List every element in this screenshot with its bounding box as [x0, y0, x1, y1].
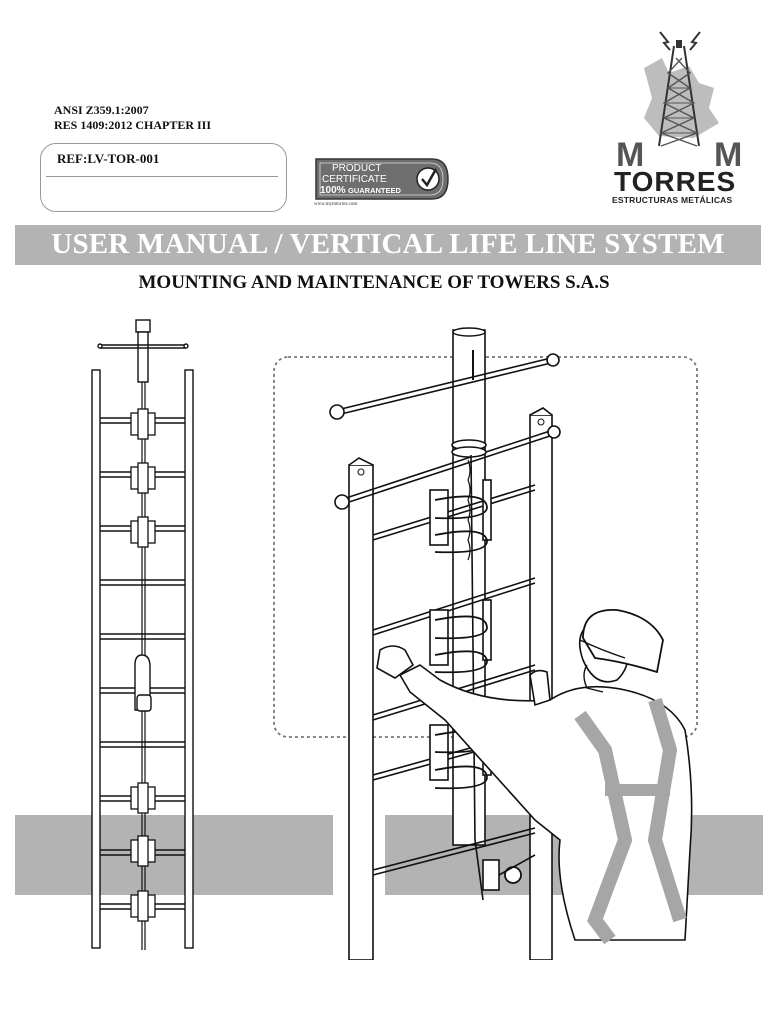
cert-line1: PRODUCT — [332, 163, 382, 174]
logo-m-right: M — [714, 136, 743, 174]
certificate-url: www.mymtorres.com — [314, 202, 358, 207]
logo-name: TORRES — [614, 166, 737, 197]
standard-res: RES 1409:2012 CHAPTER III — [54, 118, 212, 132]
standard-ansi: ANSI Z359.1:2007 — [54, 103, 149, 117]
worker-climbing-illustration — [325, 320, 725, 960]
cert-guaranteed: GUARANTEED — [348, 186, 401, 195]
page-subtitle: MOUNTING AND MAINTENANCE OF TOWERS S.A.S — [138, 272, 610, 293]
page-title: USER MANUAL / VERTICAL LIFE LINE SYSTEM — [51, 228, 725, 260]
logo-m-left: M — [616, 136, 645, 174]
cert-line2: CERTIFICATE — [322, 174, 387, 185]
reference-code: REF:LV-TOR-001 — [57, 151, 160, 166]
cert-percent: 100% — [320, 185, 346, 196]
ladder-lifeline-illustration — [80, 315, 220, 955]
logo-tagline: ESTRUCTURAS METÁLICAS — [612, 195, 733, 205]
